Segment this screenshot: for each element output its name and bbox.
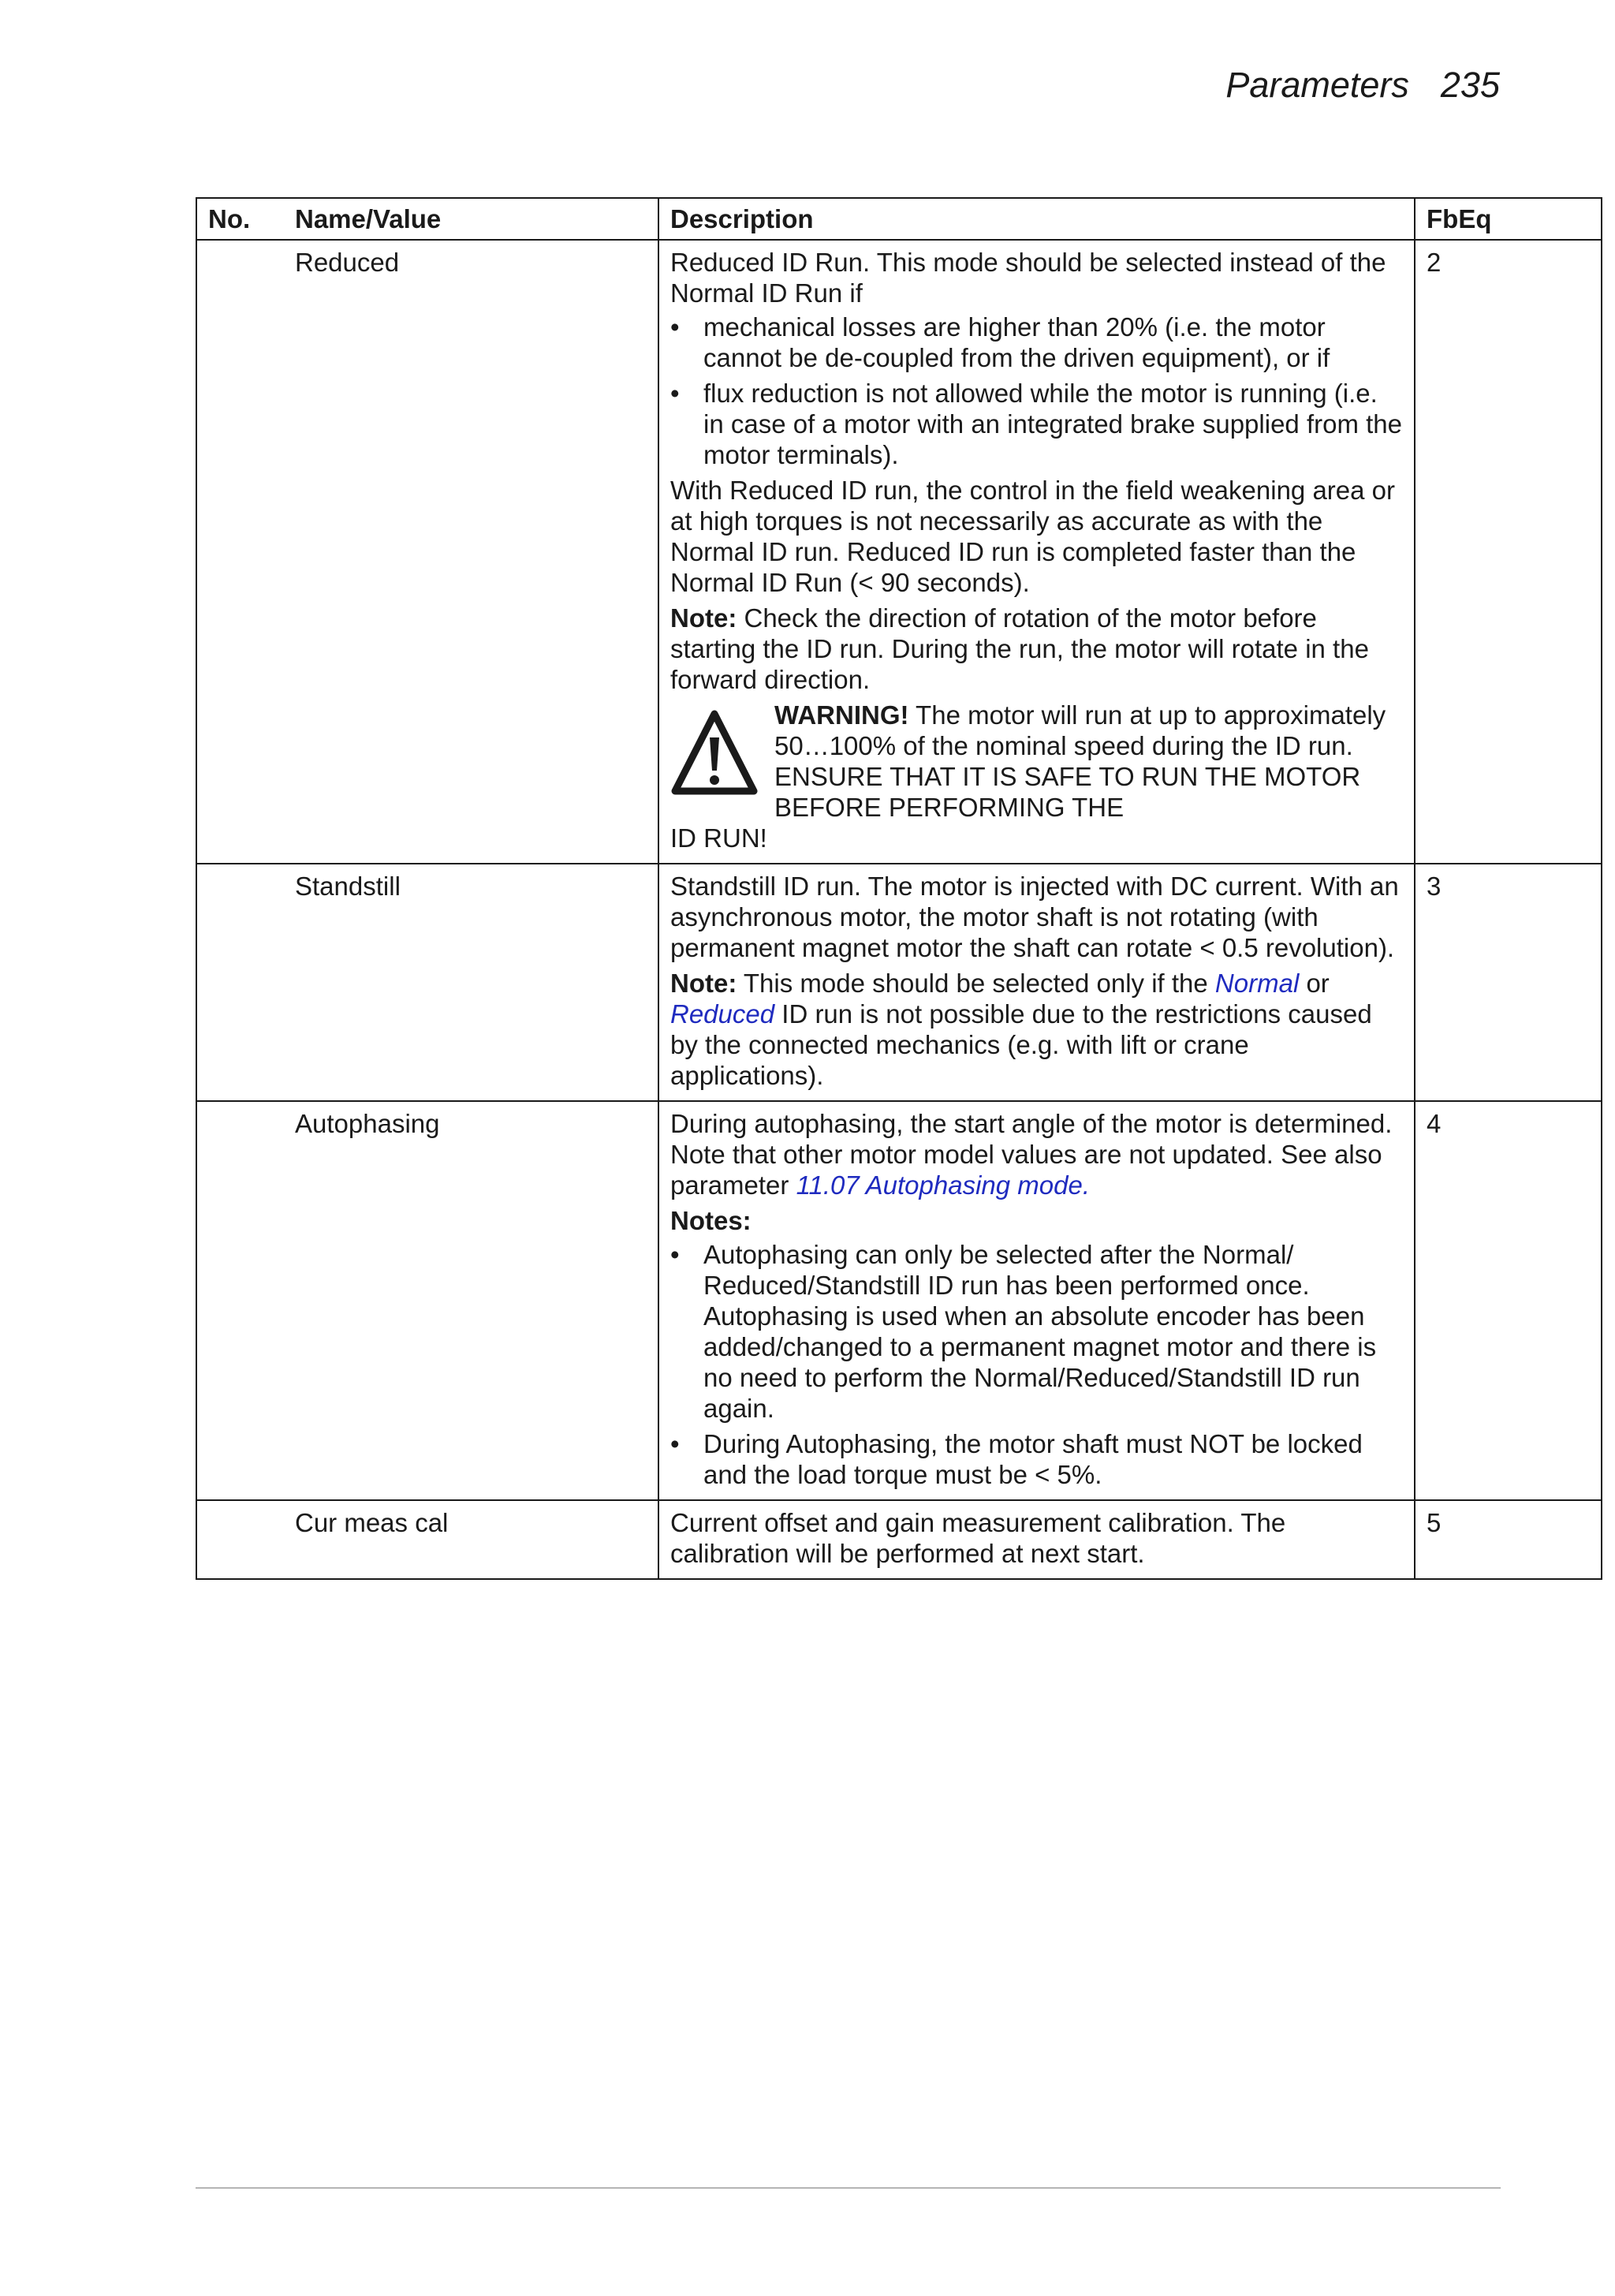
- cell-name: Cur meas cal: [295, 1500, 658, 1579]
- cell-description: [658, 864, 1415, 1101]
- cell-description: Current offset and gain measurement calibration. The calibration will be performed at next start.: [658, 1500, 1415, 1579]
- note-label: Note:: [670, 603, 737, 633]
- warning-tail: ID RUN!: [670, 823, 767, 853]
- warning-triangle-icon: [670, 707, 759, 799]
- page-header: [1225, 65, 1500, 106]
- warning-body: The motor will run at up to approximately 50…100% of the nominal speed during the ID run. ENSURE THAT IT IS SAFE TO RUN THE MOTOR BEFORE PERFORMING THE: [774, 700, 1386, 822]
- cell-fbeq: 3: [1415, 864, 1602, 1101]
- warning-label: WARNING!: [774, 700, 909, 730]
- table-row-autophasing: [196, 1101, 1602, 1500]
- table-row-standstill: [196, 864, 1602, 1101]
- cell-no: [196, 240, 295, 864]
- intro-text: During autophasing, the start angle of the motor is determined. Note that other motor model values are not updated. See also parameter: [670, 1109, 1393, 1200]
- autophasing-mode-link[interactable]: 11.07 Autophasing mode: [796, 1170, 1083, 1200]
- cell-description: [658, 1101, 1415, 1500]
- reduced-link[interactable]: Reduced: [670, 999, 775, 1029]
- section-title: Parameters: [1225, 65, 1409, 105]
- cell-fbeq: 4: [1415, 1101, 1602, 1500]
- note-label: Note:: [670, 969, 737, 998]
- note-text: ID run is not possible due to the restrictions caused by the connected mechanics (e.g. with lift or crane applications).: [670, 999, 1372, 1090]
- table-header-row: [196, 198, 1602, 240]
- cell-description: [658, 240, 1415, 864]
- parameters-table: [196, 197, 1602, 1580]
- note-text: or: [1299, 969, 1330, 998]
- list-item: • mechanical losses are higher than 20% (i.e. the motor cannot be de-coupled from the driven equipment), or if: [670, 312, 1403, 373]
- reduced-note: [670, 603, 1403, 695]
- note-text: This mode should be selected only if the: [737, 969, 1215, 998]
- cell-fbeq: 2: [1415, 240, 1602, 864]
- standstill-intro: Standstill ID run. The motor is injected with DC current. With an asynchronous motor, the motor shaft is not rotating (with permanent magnet motor the shaft can rotate < 0.5 revolution).: [670, 872, 1399, 962]
- cell-name: Standstill: [295, 864, 658, 1101]
- page-number: 235: [1440, 65, 1500, 105]
- cell-fbeq: 5: [1415, 1500, 1602, 1579]
- col-header-no: No.: [196, 198, 295, 240]
- reduced-intro: Reduced ID Run. This mode should be selected instead of the Normal ID Run if: [670, 248, 1386, 308]
- intro-end: .: [1082, 1170, 1091, 1200]
- warning-text: [774, 700, 1403, 823]
- autophasing-bullet-list: [670, 1239, 1403, 1490]
- cell-name: Autophasing: [295, 1101, 658, 1500]
- cell-no: [196, 1500, 295, 1579]
- autophasing-intro: [670, 1108, 1403, 1200]
- col-header-name-value: Name/Value: [295, 198, 658, 240]
- col-header-description: Description: [658, 198, 1415, 240]
- footer-divider: [196, 2187, 1501, 2189]
- list-item: • During Autophasing, the motor shaft must NOT be locked and the load torque must be < 5%.: [670, 1428, 1403, 1490]
- list-item: • Autophasing can only be selected after the Normal/ Reduced/Standstill ID run has been performed once. Autophasing is used when an absolute encoder has been added/changed to a permanent magnet motor and there is no need to perform the Normal/Reduced/Standstill ID run again.: [670, 1239, 1403, 1424]
- warning-block: [670, 700, 1403, 823]
- standstill-note: [670, 968, 1403, 1091]
- reduced-paragraph: With Reduced ID run, the control in the field weakening area or at high torques is not necessarily as accurate as with the Normal ID run. Reduced ID run is completed faster than the Normal ID Run (< 90 seconds).: [670, 476, 1396, 597]
- note-text: Check the direction of rotation of the motor before starting the ID run. During the run, the motor will rotate in the forward direction.: [670, 603, 1369, 694]
- cell-name: Reduced: [295, 240, 658, 864]
- reduced-bullet-list: [670, 312, 1403, 470]
- table-row-reduced: [196, 240, 1602, 864]
- cell-no: [196, 864, 295, 1101]
- notes-label: [670, 1205, 1403, 1236]
- table-row-cur-meas-cal: [196, 1500, 1602, 1579]
- list-item: • flux reduction is not allowed while the motor is running (i.e. in case of a motor with an integrated brake supplied from the motor terminals).: [670, 378, 1403, 470]
- cell-no: [196, 1101, 295, 1500]
- normal-link[interactable]: Normal: [1214, 969, 1300, 998]
- notes-label-text: Notes:: [670, 1206, 752, 1235]
- col-header-fbeq: FbEq: [1415, 198, 1602, 240]
